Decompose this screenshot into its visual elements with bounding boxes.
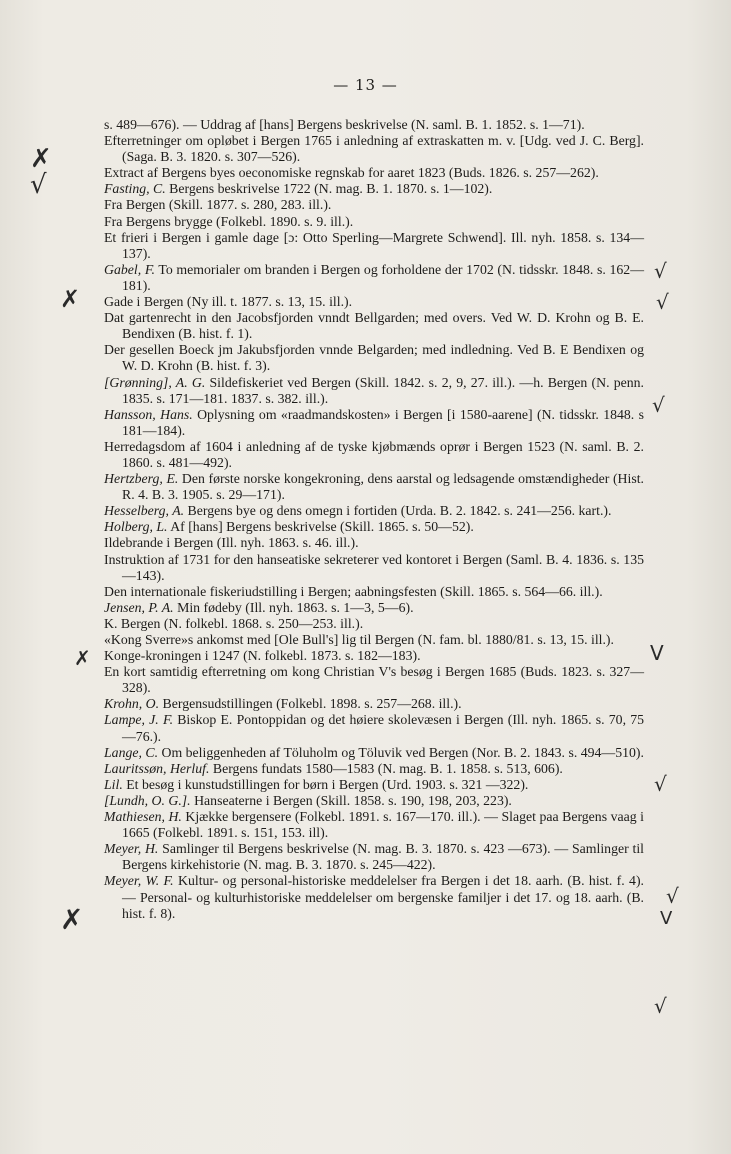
entry-text: Dat gartenrecht in den Jacobsfjorden vnndt Bellgarden; med overs. Ved W. D. Krohn og B. E. Bendixen (B. hist. f. 1). <box>104 310 644 342</box>
entry-author: Lil. <box>104 776 123 792</box>
entry-text: Kultur- og personal-historiske meddelelser fra Bergen i det 18. aarh. (B. hist. f. 4). — Personal- og kulturhistoriske meddelelser om bergenske familjer i det 17. og 18. aarh. (B. hist. f. 8). <box>122 873 644 921</box>
bibliography-list <box>104 117 644 922</box>
entry-author: Hesselberg, A. <box>104 503 185 519</box>
bibliography-entry <box>104 664 644 696</box>
entry-author: Lange, C. <box>104 744 159 760</box>
entry-author: Lauritssøn, Herluf. <box>104 760 210 776</box>
entry-text: Et frieri i Bergen i gamle dage [ɔ: Otto Sperling—Margrete Schwend]. Ill. nyh. 1858. s. 134—137). <box>104 229 644 261</box>
left-margin-mark: ✗ <box>74 646 91 670</box>
entry-text: To memorialer om branden i Bergen og forholdene der 1702 (N. tidsskr. 1848. s. 162—181). <box>122 261 644 293</box>
bibliography-entry <box>104 584 644 600</box>
bibliography-entry <box>104 503 644 519</box>
entry-author: Holberg, L. <box>104 519 168 535</box>
bibliography-entry <box>104 616 644 632</box>
entry-text: Efterretninger om opløbet i Bergen 1765 i anledning af extraskatten m. v. [Udg. ved J. C. Berg]. (Saga. B. 3. 1820. s. 307—526). <box>104 133 644 165</box>
entry-text: Af [hans] Bergens beskrivelse (Skill. 1865. s. 50—52). <box>167 519 474 535</box>
entry-text: Herredagsdom af 1604 i anledning af de tyske kjøbmænds oprør i Bergen 1523 (N. saml. B. 2. 1860. s. 481—492). <box>104 438 644 470</box>
bibliography-entry <box>104 696 644 712</box>
entry-author: Hertzberg, E. <box>104 471 179 487</box>
right-margin-mark: V <box>650 641 664 665</box>
bibliography-entry <box>104 471 644 503</box>
right-margin-mark: √ <box>666 884 679 908</box>
bibliography-entry <box>104 777 644 793</box>
entry-author: Hansson, Hans. <box>104 406 193 422</box>
bibliography-entry <box>104 535 644 551</box>
bibliography-entry <box>104 712 644 744</box>
entry-text: Gade i Bergen (Ny ill. t. 1877. s. 13, 15. ill.). <box>104 294 353 310</box>
bibliography-entry <box>104 552 644 584</box>
entry-text: Bergens bye og dens omegn i fortiden (Urda. B. 2. 1842. s. 241—256. kart.). <box>184 503 612 519</box>
bibliography-entry <box>104 648 644 664</box>
entry-text: s. 489—676). — Uddrag af [hans] Bergens beskrivelse (N. saml. B. 1. 1852. s. 1—71). <box>104 117 585 132</box>
entry-text: Extract af Bergens byes oeconomiske regnskab for aaret 1823 (Buds. 1826. s. 257—262). <box>104 165 599 181</box>
bibliography-entry <box>104 793 644 809</box>
bibliography-entry <box>104 165 644 181</box>
entry-text: Konge-kroningen i 1247 (N. folkebl. 1873. s. 182—183). <box>104 648 421 664</box>
entry-text: Fra Bergens brygge (Folkebl. 1890. s. 9. ill.). <box>104 213 354 229</box>
entry-text: Kjække bergensere (Folkebl. 1891. s. 167—170. ill.). — Slaget paa Bergens vaag i 1665 (Folkebl. 1891. s. 151, 153. ill). <box>122 809 644 841</box>
entry-text: K. Bergen (N. folkebl. 1868. s. 250—253. ill.). <box>104 615 364 631</box>
left-margin-mark: ✗ √ <box>30 144 52 200</box>
entry-text: Fra Bergen (Skill. 1877. s. 280, 283. ill.). <box>104 197 332 213</box>
bibliography-entry <box>104 745 644 761</box>
entry-text: Den første norske kongekroning, dens aarstal og ledsagende omstændigheder (Hist. R. 4. B. 3. 1905. s. 29—171). <box>122 471 644 503</box>
entry-text: Bergensudstillingen (Folkebl. 1898. s. 257—268. ill.). <box>159 696 462 712</box>
entry-text: Samlinger til Bergens beskrivelse (N. mag. B. 3. 1870. s. 423 —673). — Samlinger til Bergens kirkehistorie (N. mag. B. 3. 1870. s. 245—422). <box>122 841 644 873</box>
bibliography-entry <box>104 761 644 777</box>
entry-author: Jensen, P. A. <box>104 599 174 615</box>
bibliography-entry <box>104 262 644 294</box>
entry-text: «Kong Sverre»s ankomst med [Ole Bull's] lig til Bergen (N. fam. bl. 1880/81. s. 13, 15. ill.). <box>104 632 614 647</box>
entry-text: Ildebrande i Bergen (Ill. nyh. 1863. s. 46. ill.). <box>104 535 359 551</box>
bibliography-entry <box>104 407 644 439</box>
entry-author: Meyer, H. <box>104 841 159 857</box>
entry-author: [Lundh, O. G.]. <box>104 792 191 808</box>
entry-author: Gabel, F. <box>104 261 155 277</box>
right-margin-mark: √ <box>656 290 669 314</box>
left-margin-mark: ✗ <box>60 285 81 313</box>
entry-text: Min fødeby (Ill. nyh. 1863. s. 1—3, 5—6). <box>173 599 414 615</box>
bibliography-entry <box>104 375 644 407</box>
entry-text: Instruktion af 1731 for den hanseatiske sekreterer ved kontoret i Bergen (Saml. B. 4. 1836. s. 135—143). <box>104 551 644 583</box>
entry-author: Mathiesen, H. <box>104 809 182 825</box>
bibliography-entry <box>104 197 644 213</box>
right-margin-mark: √ <box>652 393 665 417</box>
entry-author: Krohn, O. <box>104 696 160 712</box>
entry-text: Der gesellen Boeck jm Jakubsfjorden vnnde Belgarden; med indledning. Ved B. E Bendixen og W. D. Krohn (B. hist. f. 3). <box>104 342 644 374</box>
bibliography-entry <box>104 600 644 616</box>
left-margin-mark: ✗ <box>60 903 84 936</box>
bibliography-entry <box>104 230 644 262</box>
entry-author: Meyer, W. F. <box>104 873 174 889</box>
right-margin-mark: √ <box>654 994 667 1018</box>
entry-text: Bergens fundats 1580—1583 (N. mag. B. 1. 1858. s. 513, 606). <box>209 760 563 776</box>
bibliography-entry <box>104 342 644 374</box>
entry-text: Sildefiskeriet ved Bergen (Skill. 1842. s. 2, 9, 27. ill.). —h. Bergen (N. penn. 1835. s. 171—181. 1837. s. 382. ill.). <box>122 374 644 406</box>
page-number: — 13 — <box>333 76 398 94</box>
bibliography-entry <box>104 294 644 310</box>
entry-author: [Grønning], A. G. <box>104 374 206 390</box>
entry-text: Om beliggenheden af Töluholm og Töluvik ved Bergen (Nor. B. 2. 1843. s. 494—510). <box>158 744 644 760</box>
bibliography-entry <box>104 519 644 535</box>
entry-text: En kort samtidig efterretning om kong Christian V's besøg i Bergen 1685 (Buds. 1823. s. 327—328). <box>104 664 644 696</box>
bibliography-entry <box>104 439 644 471</box>
bibliography-entry <box>104 809 644 841</box>
bibliography-entry <box>104 214 644 230</box>
bibliography-entry <box>104 841 644 873</box>
bibliography-entry <box>104 873 644 921</box>
entry-text: Hanseaterne i Bergen (Skill. 1858. s. 190, 198, 203, 223). <box>190 792 512 808</box>
bibliography-entry <box>104 632 644 648</box>
entry-text: Bergens beskrivelse 1722 (N. mag. B. 1. 1870. s. 1—102). <box>165 181 493 197</box>
bibliography-entry <box>104 310 644 342</box>
bibliography-entry <box>104 133 644 165</box>
right-margin-mark: √ <box>654 772 667 796</box>
entry-text: Biskop E. Pontoppidan og det høiere skolevæsen i Bergen (Ill. nyh. 1865. s. 70, 75—76.). <box>122 712 644 744</box>
entry-author: Fasting, C. <box>104 181 166 197</box>
entry-text: Den internationale fiskeriudstilling i Bergen; aabningsfesten (Skill. 1865. s. 564—66. ill.). <box>104 583 603 599</box>
entry-text: Et besøg i kunstudstillingen for børn i Bergen (Urd. 1903. s. 321 —322). <box>122 776 529 792</box>
entry-text: Oplysning om «raadmandskosten» i Bergen [i 1580-aarene] (N. tidsskr. 1848. s 181—184). <box>122 406 644 438</box>
bibliography-entry <box>104 181 644 197</box>
entry-author: Lampe, J. F. <box>104 712 174 728</box>
right-margin-mark: √ <box>654 259 667 283</box>
right-margin-mark: V <box>660 908 673 929</box>
bibliography-entry <box>104 117 644 133</box>
